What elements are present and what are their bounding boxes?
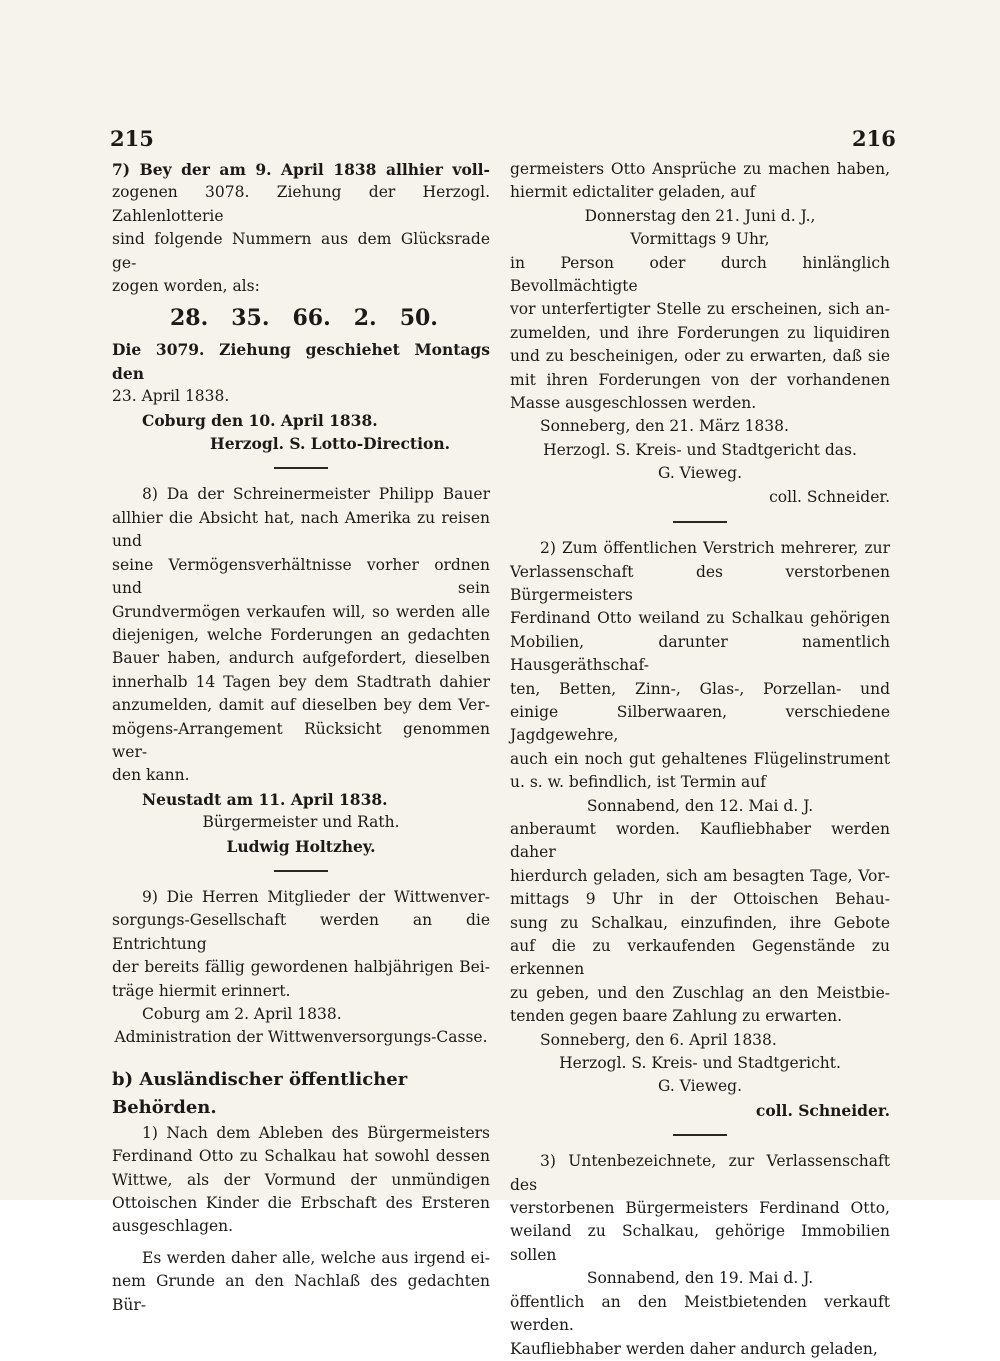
notice-3-line: weiland zu Schalkau, gehörige Immobilien sollen xyxy=(510,1222,890,1264)
notice-1-date: Donnerstag den 21. Juni d. J., xyxy=(584,206,816,225)
notice-8-line: Grundvermögen verkaufen will, so werden alle xyxy=(112,602,490,621)
notice-7 xyxy=(112,158,490,455)
notice-8 xyxy=(112,483,490,858)
section-divider xyxy=(673,1134,727,1136)
notice-8-line: den kann. xyxy=(112,766,190,785)
notice-2-line: Ferdinand Otto weiland zu Schalkau gehörigen xyxy=(510,609,890,628)
page-number-left: 215 xyxy=(110,126,154,151)
notice-1 xyxy=(112,1122,490,1317)
notice-3-line: verstorbenen Bürgermeisters Ferdinand Otto, xyxy=(510,1199,890,1218)
notice-1-line: Masse ausgeschlossen werden. xyxy=(510,394,757,413)
notice-1-line: mit ihren Forderungen von der vorhandenen xyxy=(510,370,890,389)
lottery-number: 66. xyxy=(292,305,331,332)
notice-2-line: mittags 9 Uhr in der Ottoischen Behau- xyxy=(510,890,890,909)
left-column xyxy=(112,158,490,1317)
notice-2-line: u. s. w. befindlich, ist Termin auf xyxy=(510,773,767,792)
notice-9-line: sorgungs-Gesellschaft werden an die Entrichtung xyxy=(112,911,490,953)
notice-8-line: diejenigen, welche Forderungen an gedachten xyxy=(112,625,490,644)
notice-9-line: 9) Die Herren Mitglieder der Wittwenver- xyxy=(142,887,490,906)
page-number-right: 216 xyxy=(852,126,896,151)
notice-7-line: 7) Bey der am 9. April 1838 allhier voll- xyxy=(112,160,490,179)
notice-7-line: zogen worden, als: xyxy=(112,277,260,296)
section-divider xyxy=(274,467,328,469)
notice-9-line: der bereits fällig gewordenen halbjährigen Bei- xyxy=(112,958,490,977)
notice-2-signature: coll. Schneider. xyxy=(755,1100,890,1120)
notice-1-line: Ottoischen Kinder die Erbschaft des Ersteren xyxy=(112,1194,490,1213)
notice-1-line: vor unterfertigter Stelle zu erscheinen, sich an- xyxy=(510,300,890,319)
lottery-numbers xyxy=(112,298,490,338)
section-divider xyxy=(274,870,328,872)
notice-1-signature: coll. Schneider. xyxy=(769,487,890,506)
notice-1-line: ausgeschlagen. xyxy=(112,1217,234,1236)
right-column xyxy=(510,158,890,1361)
notice-3-date: Sonnabend, den 19. Mai d. J. xyxy=(586,1269,814,1288)
section-divider xyxy=(673,521,727,523)
notice-8-line: allhier die Absicht hat, nach Amerika zu reisen und xyxy=(112,508,490,551)
notice-2-line: tenden gegen baare Zahlung zu erwarten. xyxy=(510,1007,843,1026)
notice-3 xyxy=(510,1150,890,1361)
notice-8-line: innerhalb 14 Tagen bey dem Stadtrath dahier xyxy=(112,672,490,691)
notice-1-continued xyxy=(510,158,890,509)
notice-2-line: sung zu Schalkau, einzufinden, ihre Gebote xyxy=(510,913,890,932)
notice-1-line: in Person oder durch hinlänglich Bevollmächtigte xyxy=(510,253,890,296)
notice-3-line: Kaufliebhaber werden daher andurch geladen, xyxy=(510,1339,878,1358)
notice-8-line: Bauer haben, andurch aufgefordert, dieselben xyxy=(112,649,490,668)
notice-8-line: seine Vermögensverhältnisse vorher ordnen und sein xyxy=(112,555,490,598)
notice-2-line: Mobilien, darunter namentlich Hausgeräthschaf- xyxy=(510,632,890,675)
notice-7-place-date: Coburg den 10. April 1838. xyxy=(142,410,378,430)
section-heading: b) Ausländischer öffentlicher Behörden. xyxy=(112,1068,408,1118)
notice-2-line: hierdurch geladen, sich am besagten Tage, Vor- xyxy=(510,866,890,885)
notice-8-line: 8) Da der Schreinermeister Philipp Bauer xyxy=(142,485,490,504)
notice-8-line: anzumelden, damit auf dieselben bey dem Ver- xyxy=(112,696,490,715)
notice-1-line: hiermit edictaliter geladen, auf xyxy=(510,183,756,202)
notice-2-line: einige Silberwaaren, verschiedene Jagdgewehre, xyxy=(510,702,890,745)
notice-7-line: sind folgende Nummern aus dem Glücksrade ge- xyxy=(112,230,490,272)
notice-1-signature: Herzogl. S. Kreis- und Stadtgericht das. xyxy=(543,440,857,459)
notice-2-signature: Herzogl. S. Kreis- und Stadtgericht. xyxy=(559,1054,841,1073)
notice-1-line: Wittwe, als der Vormund der unmündigen xyxy=(112,1170,490,1189)
notice-1-signature: G. Vieweg. xyxy=(657,464,743,483)
notice-1-place-date: Sonneberg, den 21. März 1838. xyxy=(540,417,789,436)
notice-2 xyxy=(510,537,890,1122)
notice-1-line: und zu bescheinigen, oder zu erwarten, daß sie xyxy=(510,347,890,366)
notice-2-line: auf die zu verkaufenden Gegenstände zu erkennen xyxy=(510,937,890,979)
notice-1-line: Es werden daher alle, welche aus irgend ei- xyxy=(142,1248,490,1267)
notice-7-line: Die 3079. Ziehung geschiehet Montags den xyxy=(112,340,490,383)
notice-2-line: auch ein noch gut gehaltenes Flügelinstrument xyxy=(510,749,890,768)
notice-2-date: Sonnabend, den 12. Mai d. J. xyxy=(586,796,814,815)
notice-7-line: 23. April 1838. xyxy=(112,387,230,406)
notice-1-line: zumelden, und ihre Forderungen zu liquidiren xyxy=(510,323,890,342)
notice-3-line: öffentlich an den Meistbietenden verkauft werden. xyxy=(510,1292,890,1335)
notice-2-line: zu geben, und den Zuschlag an den Meistbie- xyxy=(510,983,890,1002)
notice-2-line: Verlassenschaft des verstorbenen Bürgermeisters xyxy=(510,562,890,604)
notice-2-line: ten, Betten, Zinn-, Glas-, Porzellan- und xyxy=(510,679,890,698)
notice-8-signature: Ludwig Holtzhey. xyxy=(226,836,376,856)
lottery-number: 28. xyxy=(170,305,209,332)
notice-9 xyxy=(112,886,490,1050)
notice-7-line: zogenen 3078. Ziehung der Herzogl. Zahlenlotterie xyxy=(112,183,490,225)
notice-1-line: nem Grunde an den Nachlaß des gedachten Bür- xyxy=(112,1272,490,1314)
notice-1-line: Ferdinand Otto zu Schalkau hat sowohl dessen xyxy=(112,1147,490,1166)
notice-2-signature: G. Vieweg. xyxy=(657,1077,743,1096)
notice-2-line: anberaumt worden. Kaufliebhaber werden daher xyxy=(510,819,890,862)
lottery-number: 2. xyxy=(353,305,377,332)
lottery-number: 50. xyxy=(399,305,438,332)
notice-7-signature: Herzogl. S. Lotto-Direction. xyxy=(210,434,450,454)
notice-8-signature: Bürgermeister und Rath. xyxy=(202,813,400,832)
spacer xyxy=(112,1050,490,1066)
notice-2-line: 2) Zum öffentlichen Verstrich mehrerer, zur xyxy=(540,539,890,558)
notice-2-place-date: Sonneberg, den 6. April 1838. xyxy=(540,1030,777,1049)
notice-1-time: Vormittags 9 Uhr, xyxy=(630,230,770,249)
notice-1-line: 1) Nach dem Ableben des Bürgermeisters xyxy=(142,1123,490,1142)
notice-8-place-date: Neustadt am 11. April 1838. xyxy=(142,789,388,809)
notice-8-line: mögens-Arrangement Rücksicht genommen wer- xyxy=(112,719,490,761)
notice-9-signature: Administration der Wittwenversorgungs-Casse. xyxy=(114,1028,488,1047)
spacer xyxy=(112,1239,490,1247)
notice-1-line: germeisters Otto Ansprüche zu machen haben, xyxy=(510,160,890,178)
notice-3-line: 3) Untenbezeichnete, zur Verlassenschaft des xyxy=(510,1152,890,1194)
notice-9-line: träge hiermit erinnert. xyxy=(112,981,291,1000)
notice-9-place-date: Coburg am 2. April 1838. xyxy=(142,1005,342,1023)
lottery-number: 35. xyxy=(231,305,270,332)
